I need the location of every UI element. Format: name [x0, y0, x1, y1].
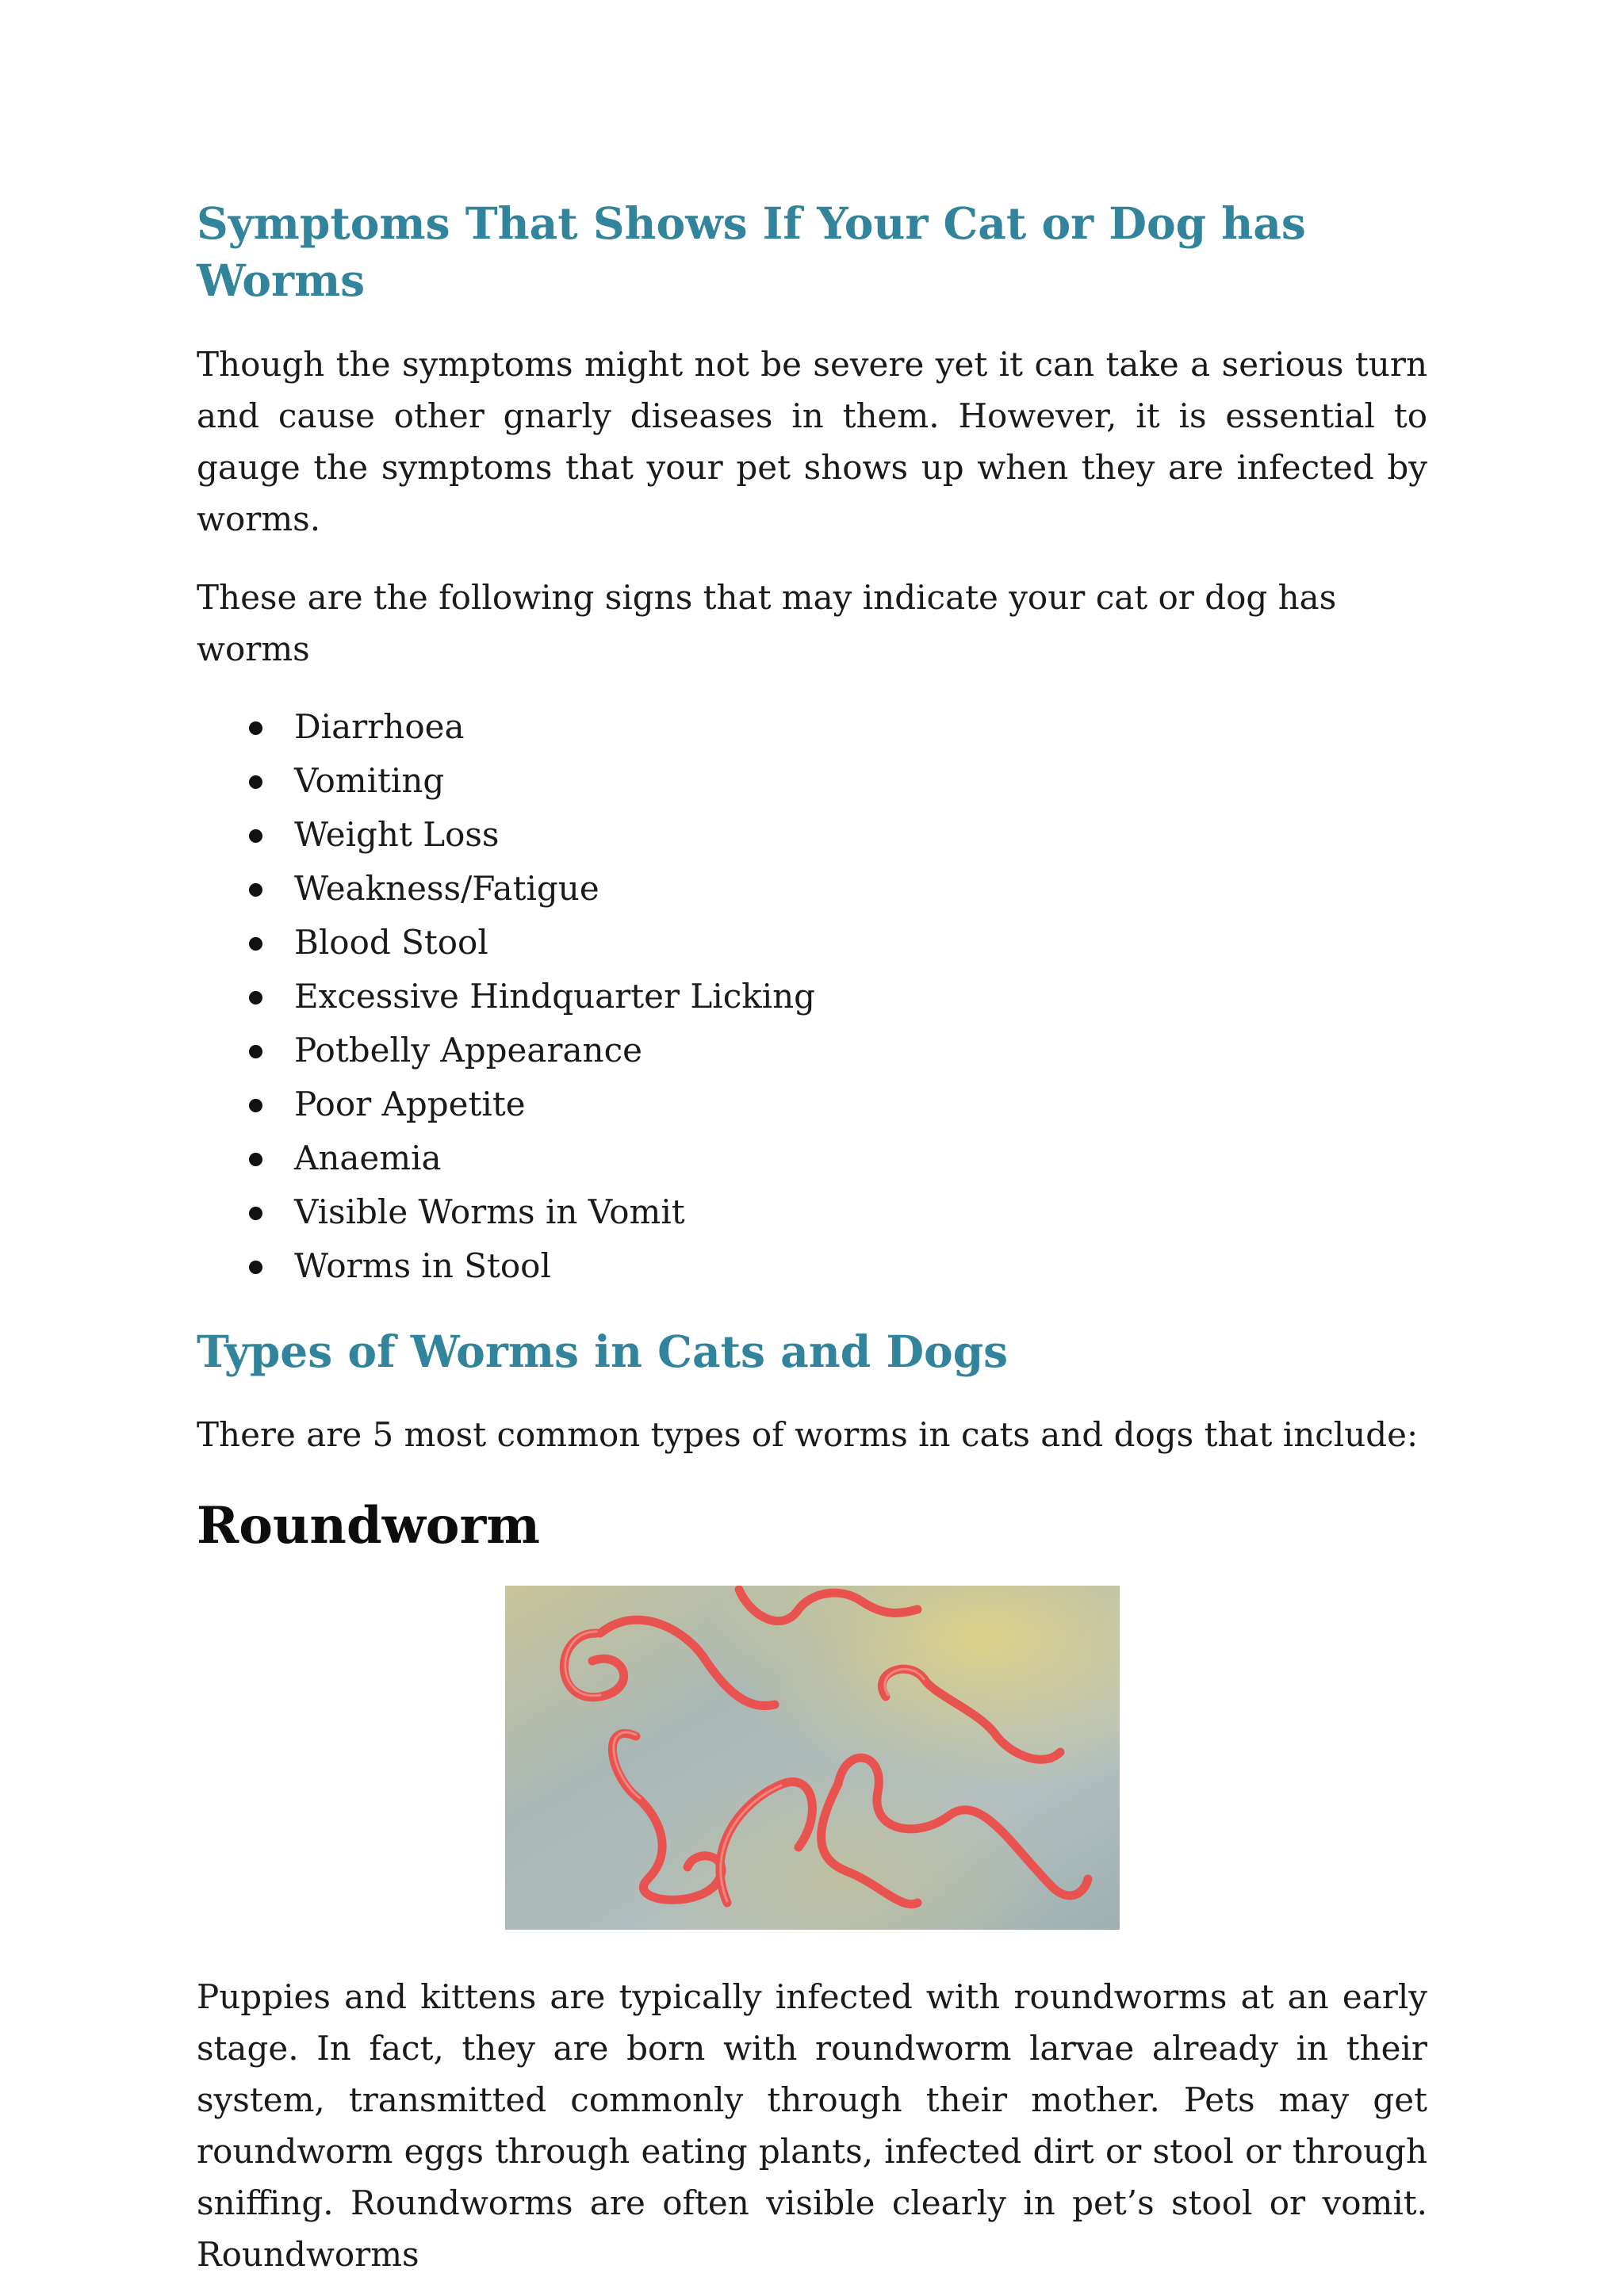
bullet-icon — [249, 937, 262, 951]
document-page — [197, 190, 1427, 2280]
bullet-icon — [249, 1261, 262, 1274]
list-item: Weakness/Fatigue — [197, 862, 1427, 916]
bullet-icon — [249, 1153, 262, 1166]
bullet-icon — [249, 1099, 262, 1112]
list-item: Diarrhoea — [197, 700, 1427, 754]
types-intro-paragraph: There are 5 most common types of worms in cats and dogs that include: — [197, 1415, 1419, 1454]
bullet-icon — [249, 829, 262, 843]
bullet-icon — [249, 991, 262, 1004]
bullet-icon — [249, 883, 262, 897]
list-item: Excessive Hindquarter Licking — [197, 970, 1427, 1024]
types-heading: Types of Worms in Cats and Dogs — [197, 1326, 1009, 1377]
list-item: Worms in Stool — [197, 1239, 1427, 1293]
signs-intro-paragraph: These are the following signs that may indicate your cat or dog has worms — [197, 578, 1337, 668]
symptoms-heading: Symptoms That Shows If Your Cat or Dog has Worms — [197, 197, 1306, 306]
list-item: Weight Loss — [197, 808, 1427, 862]
bullet-icon — [249, 721, 262, 735]
list-item: Poor Appetite — [197, 1077, 1427, 1131]
roundworm-paragraph: Puppies and kittens are typically infected with roundworms at an early stage. In fact, they are born with roundworm larvae already in their system, transmitted commonly through their mother. Pets may get roundworm eggs through eating plants, infected dirt or stool or through sniffing. Roundworms are often visible clearly in pet’s stool or vomit. Roundworms — [197, 1977, 1427, 2274]
list-item: Visible Worms in Vomit — [197, 1185, 1427, 1239]
bullet-icon — [249, 775, 262, 789]
roundworm-image — [505, 1586, 1120, 1930]
bullet-icon — [249, 1045, 262, 1058]
bullet-icon — [249, 1207, 262, 1220]
list-item: Vomiting — [197, 754, 1427, 808]
symptoms-intro-paragraph: Though the symptoms might not be severe yet it can take a serious turn and cause other gnarly diseases in them. However, it is essential to gauge the symptoms that your pet shows up when they are infected by worms. — [197, 345, 1427, 538]
list-item: Potbelly Appearance — [197, 1024, 1427, 1077]
list-item: Blood Stool — [197, 916, 1427, 970]
symptoms-list — [197, 700, 1427, 1293]
roundworm-heading: Roundworm — [197, 1496, 540, 1556]
list-item: Anaemia — [197, 1131, 1427, 1185]
